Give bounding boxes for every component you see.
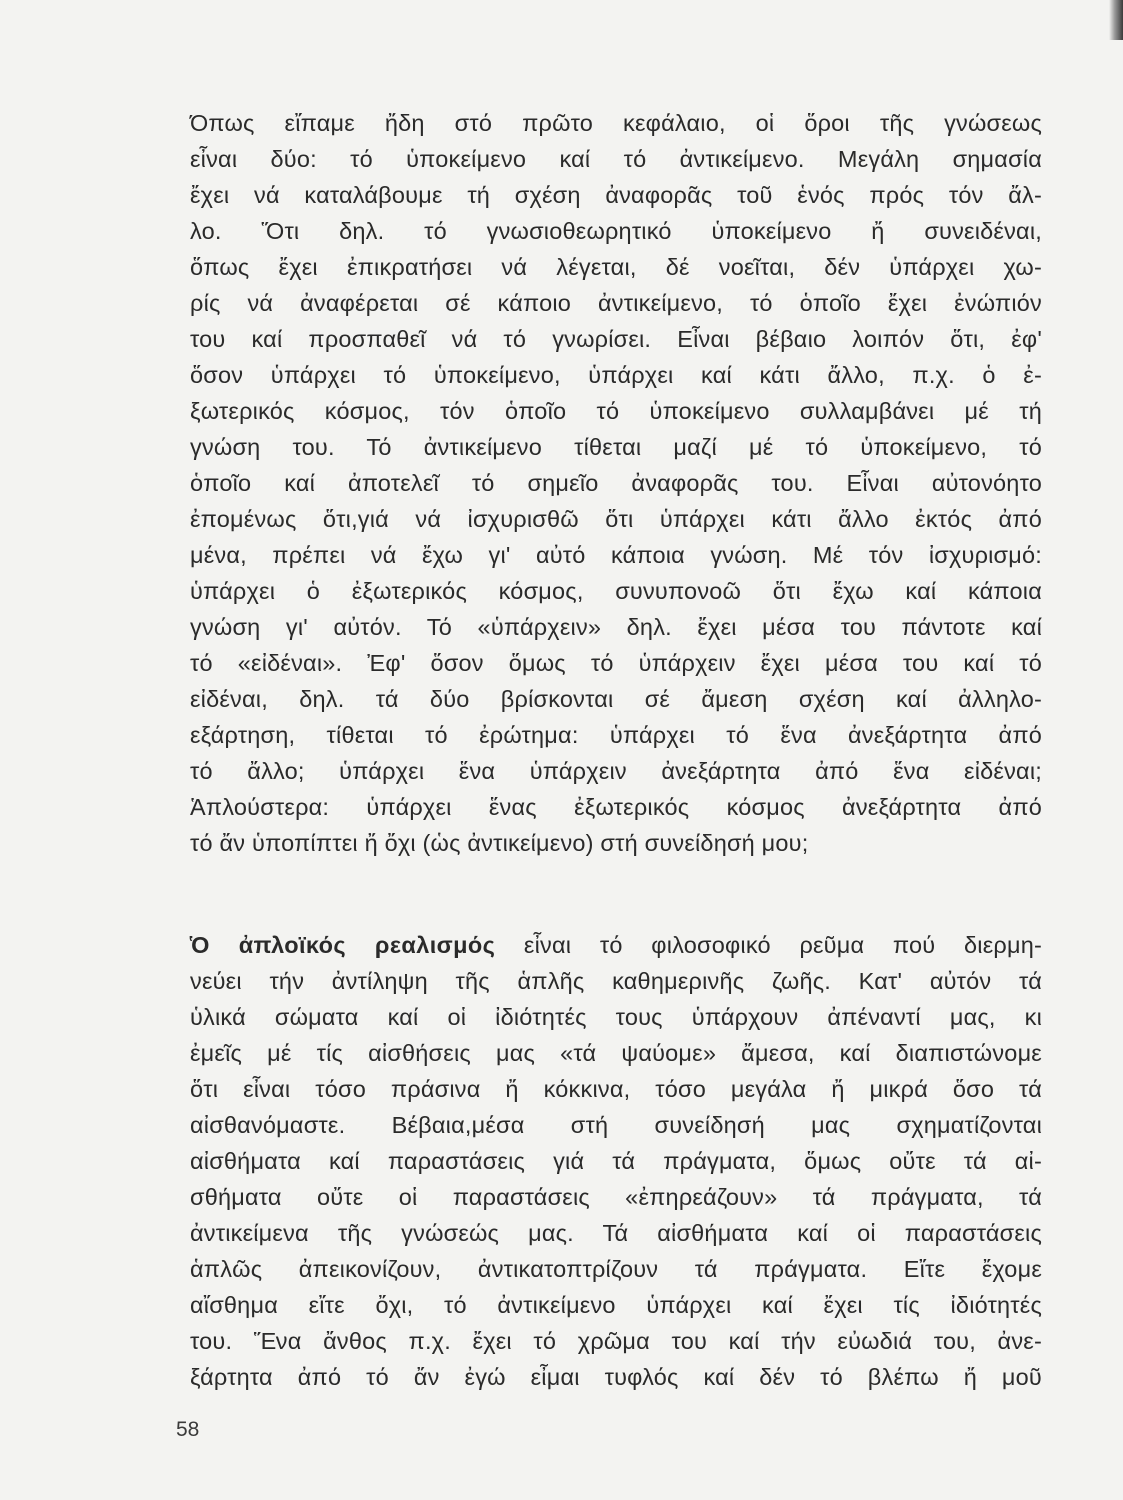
page-number: 58 — [176, 1418, 200, 1441]
text-line: ὁποῖο καί ἀποτελεῖ τό σημεῖο ἀναφορᾶς του. Εἶναι αὐτονόητο — [190, 470, 1042, 496]
text-line: ὅτι εἶναι τόσο πράσινα ἤ κόκκινα, τόσο μεγάλα ἤ μικρά ὅσο τά — [190, 1076, 1042, 1102]
page-edge-shadow — [1109, 0, 1123, 40]
text-line: ἁπλῶς ἀπεικονίζουν, ἀντικατοπτρίζουν τά πράγματα. Εἴτε ἔχομε — [190, 1256, 1042, 1282]
text-line: εξάρτηση, τίθεται τό ἐρώτημα: ὑπάρχει τό ἕνα ἀνεξάρτητα ἀπό — [190, 722, 1042, 748]
bold-term: Ὁ ἀπλοϊκός ρεαλισμός — [190, 932, 496, 958]
text-line: ὑλικά σώματα καί οἱ ἰδιότητές τους ὑπάρχουν ἀπέναντί μας, κι — [190, 1004, 1042, 1030]
text-line: μένα, πρέπει νά ἔχω γι' αὐτό κάποια γνώση. Μέ τόν ἰσχυρισμό: — [190, 542, 1042, 568]
text-line: τό ἄλλο; ὑπάρχει ἕνα ὑπάρχειν ἀνεξάρτητα ἀπό ἕνα εἰδέναι; — [190, 758, 1042, 784]
text-line: του καί προσπαθεῖ νά τό γνωρίσει. Εἶναι βέβαιο λοιπόν ὅτι, ἐφ' — [190, 326, 1042, 352]
bleed-through — [0, 870, 1123, 910]
text-line: ὅπως ἔχει ἐπικρατήσει νά λέγεται, δέ νοεῖται, δέν ὑπάρχει χω- — [190, 254, 1042, 280]
text-line: νεύει τήν ἀντίληψη τῆς ἁπλῆς καθημερινῆς ζωῆς. Κατ' αὐτόν τά — [190, 968, 1042, 994]
text-line: Όπως εἴπαμε ἤδη στό πρῶτο κεφάλαιο, οἱ ὅροι τῆς γνώσεως — [190, 110, 1042, 136]
text-line: γνώση γι' αὐτόν. Τό «ὑπάρχειν» δηλ. ἔχει μέσα του πάντοτε καί — [190, 614, 1042, 640]
text-line: εἰδέναι, δηλ. τά δύο βρίσκονται σέ ἄμεση σχέση καί ἀλληλο- — [190, 686, 1042, 712]
text-line: ὅσον ὑπάρχει τό ὑποκείμενο, ὑπάρχει καί κάτι ἄλλο, π.χ. ὁ ἐ- — [190, 362, 1042, 388]
text-line: εἶναι δύο: τό ὑποκείμενο καί τό ἀντικείμενο. Μεγάλη σημασία — [190, 146, 1042, 172]
text-line: ρίς νά ἀναφέρεται σέ κάποιο ἀντικείμενο, τό ὁποῖο ἔχει ἐνώπιόν — [190, 290, 1042, 316]
text-line: τό ἄν ὑποπίπτει ἤ ὄχι (ὡς ἀντικείμενο) στή συνείδησή μου; — [190, 830, 809, 856]
text-line: ἔχει νά καταλάβουμε τή σχέση ἀναφορᾶς τοῦ ἑνός πρός τόν ἄλ- — [190, 182, 1042, 208]
text-line: ξωτερικός κόσμος, τόν ὁποῖο τό ὑποκείμενο συλλαμβάνει μέ τή — [190, 398, 1042, 424]
text-line-with-term — [190, 928, 1042, 962]
text-line: του. Ἕνα ἄνθος π.χ. ἔχει τό χρῶμα του καί τήν εὐωδιά του, ἀνε- — [190, 1328, 1042, 1354]
text-line: Ἁπλούστερα: ὑπάρχει ἕνας ἐξωτερικός κόσμος ἀνεξάρτητα ἀπό — [190, 794, 1042, 820]
text-line: αἴσθημα εἴτε ὄχι, τό ἀντικείμενο ὑπάρχει καί ἔχει τίς ἰδιότητές — [190, 1292, 1042, 1318]
text-line: ὑπάρχει ὁ ἐξωτερικός κόσμος, συνυπονοῶ ὅτι ἔχω καί κάποια — [190, 578, 1042, 604]
text-line: σθήματα οὔτε οἱ παραστάσεις «ἐπηρεάζουν» τά πράγματα, τά — [190, 1184, 1042, 1210]
text-line-rest: εἶναι τό φιλοσοφικό ρεῦμα πού διερμη- — [495, 932, 1042, 958]
text-line: τό «εἰδέναι». Ἐφ' ὅσον ὅμως τό ὑπάρχειν ἔχει μέσα του καί τό — [190, 650, 1042, 676]
text-line: ἐπομένως ὅτι,γιά νά ἰσχυρισθῶ ὅτι ὑπάρχει κάτι ἄλλο ἐκτός ἀπό — [190, 506, 1042, 532]
text-line: ἀντικείμενα τῆς γνώσεώς μας. Τά αἰσθήματα καί οἱ παραστάσεις — [190, 1220, 1042, 1246]
text-line: αἰσθήματα καί παραστάσεις γιά τά πράγματα, ὅμως οὔτε τά αἰ- — [190, 1148, 1042, 1174]
text-line: ἐμεῖς μέ τίς αἰσθήσεις μας «τά ψαύομε» ἄμεσα, καί διαπιστώνομε — [190, 1040, 1042, 1066]
text-line: λο. Ὅτι δηλ. τό γνωσιοθεωρητικό ὑποκείμενο ἤ συνειδέναι, — [190, 218, 1042, 244]
text-line: ξάρτητα ἀπό τό ἄν ἐγώ εἶμαι τυφλός καί δέν τό βλέπω ἤ μοῦ — [190, 1364, 1042, 1390]
text-line: γνώση του. Τό ἀντικείμενο τίθεται μαζί μέ τό ὑποκείμενο, τό — [190, 434, 1042, 460]
text-line: αἰσθανόμαστε. Βέβαια,μέσα στή συνείδησή μας σχηματίζονται — [190, 1112, 1042, 1138]
